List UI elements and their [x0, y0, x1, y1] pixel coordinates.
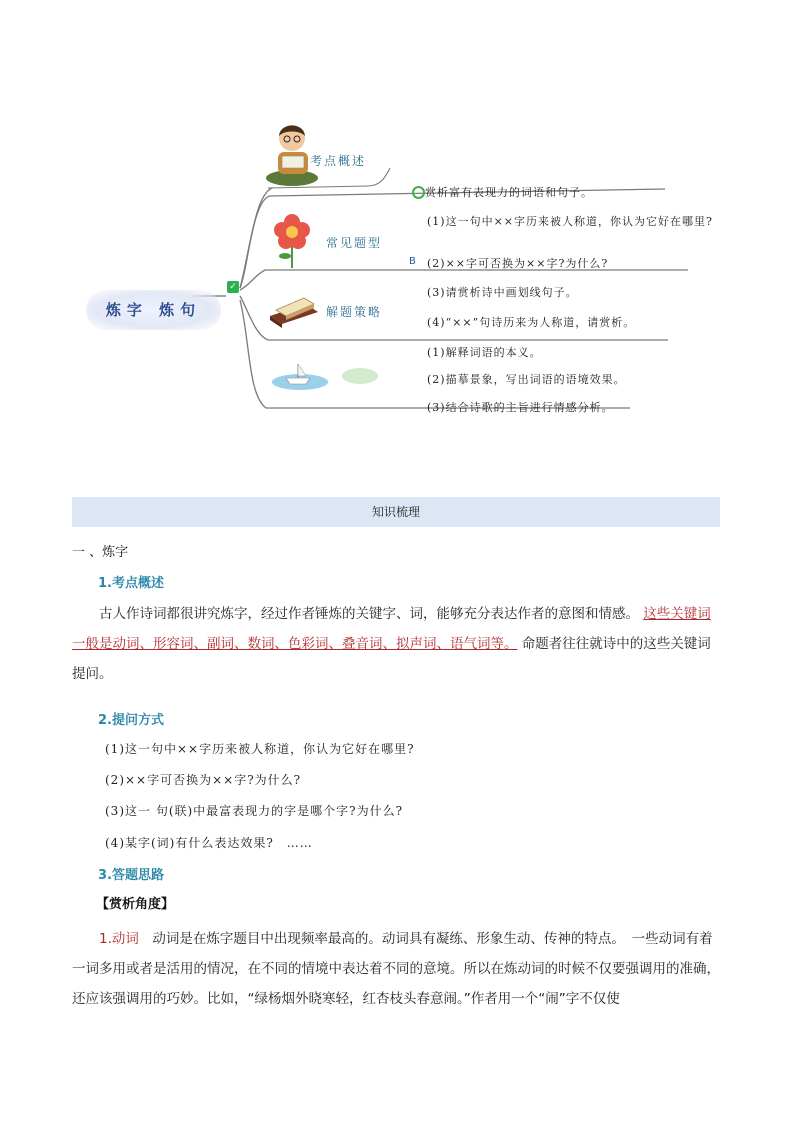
- circle-bullet-icon: [412, 186, 425, 199]
- verb-label: 1.动词: [99, 931, 139, 947]
- books-illustration: [266, 288, 322, 330]
- question-item: (1)这一句中××字历来被人称道，你认为它好在哪里?: [105, 742, 415, 756]
- section-banner: 知识梳理: [72, 497, 720, 527]
- question-item: (2)××字可否换为××字?为什么?: [105, 773, 302, 787]
- mind-map-root: 炼字 炼句: [86, 290, 221, 330]
- branch-overview-label: 考点概述: [310, 154, 367, 168]
- question-item: (4)某字(词)有什么表达效果? ……: [105, 836, 313, 850]
- subheading-question-types: 2.提问方式: [98, 713, 164, 728]
- verb-paragraph: [72, 924, 722, 1014]
- subheading-overview: 1.考点概述: [98, 576, 164, 591]
- subheading-answer-approach: 3.答题思路: [98, 868, 164, 883]
- overview-text-end: 命题者往往就诗中的这些关键词提问。: [72, 636, 711, 682]
- mind-map: [0, 0, 793, 460]
- mind-map-item: (4)“××”句诗历来为人称道，请赏析。: [427, 316, 636, 329]
- mind-map-item: (3)请赏析诗中画划线句子。: [427, 286, 578, 299]
- section-heading: 一 、炼字: [72, 545, 129, 560]
- branch-common-types-label: 常见题型: [326, 236, 383, 250]
- verb-text: 动词是在炼字题目中出现频率最高的。动词具有凝练、形象生动、传神的特点。 一些动词有着一词多用或者是活用的情况，在不同的情境中表达着不同的意境。所以在炼动词的时候不仅要强调用的准确，还应该强调用的巧妙。比如，“绿杨烟外晓寒轻，红杏枝头春意闹。”作者用一个“闹”字不仅使: [72, 931, 720, 1007]
- checkbox-icon: ✓: [227, 281, 239, 293]
- mind-map-item: (1)这一句中××字历来被人称道，你认为它好在哪里?: [427, 215, 713, 228]
- mind-map-item: (2)××字可否换为××字?为什么?: [427, 257, 609, 270]
- branch-strategy-label: 解题策略: [326, 305, 383, 319]
- mind-map-lines: [0, 0, 793, 460]
- boat-landscape-illustration: [270, 356, 380, 392]
- flower-illustration: [272, 212, 312, 270]
- mind-map-item: (1)解释词语的本义。: [427, 346, 542, 359]
- branch-marker: B: [409, 256, 416, 267]
- question-item: (3)这一 句(联)中最富表现力的字是哪个字?为什么?: [105, 804, 404, 818]
- mind-map-item: (2)描摹景象，写出词语的语境效果。: [427, 373, 626, 386]
- overview-paragraph: [72, 599, 722, 689]
- overview-text: 古人作诗词都很讲究炼字，经过作者锤炼的关键字、词，能够充分表达作者的意图和情感。: [99, 606, 639, 622]
- keyword-highlight: 这些关键词一般是动词、形容词、副词、数词、色彩词、叠音词、拟声词、语气词等。: [72, 606, 711, 652]
- analysis-angle-heading: 【赏析角度】: [96, 897, 175, 912]
- mind-map-item: 赏析富有表现力的词语和句子。: [425, 186, 593, 199]
- mind-map-item: (3)结合诗歌的主旨进行情感分析。: [427, 401, 614, 414]
